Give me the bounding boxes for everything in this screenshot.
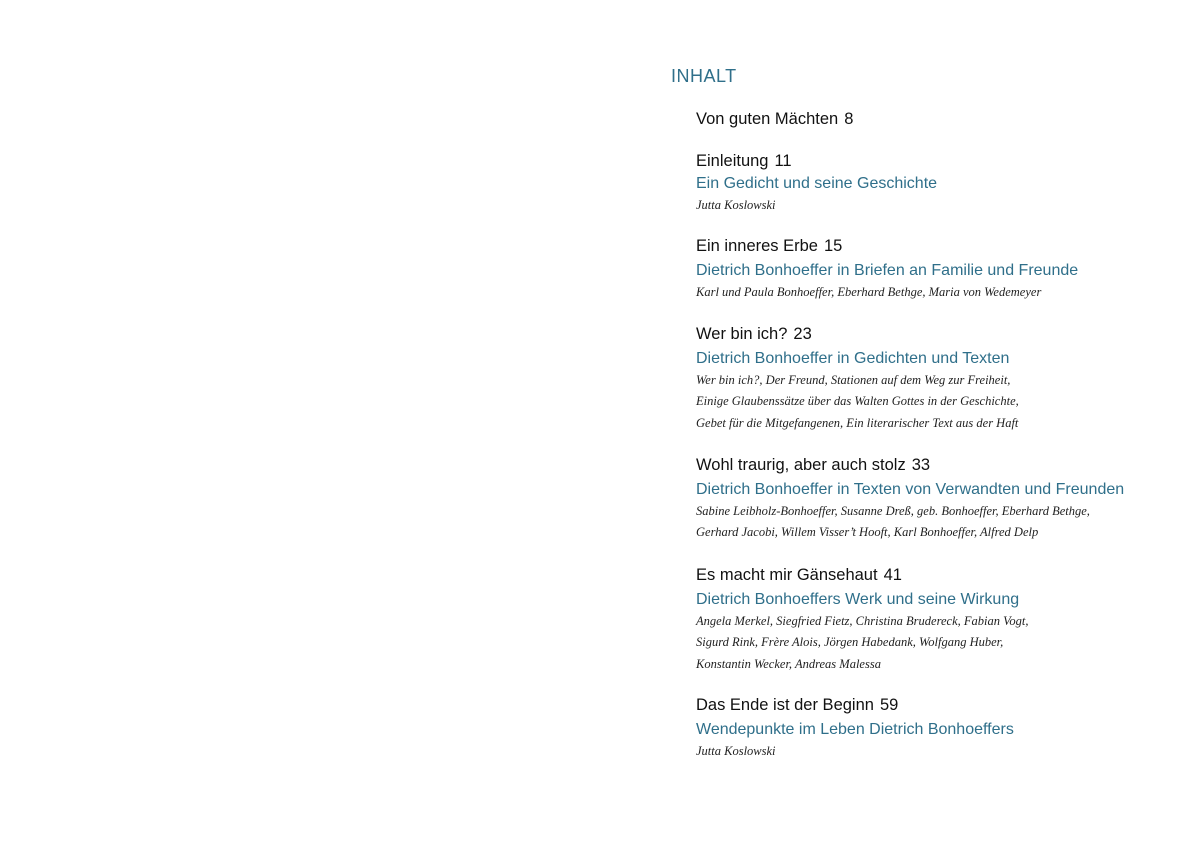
entry-page-number: 8	[844, 110, 854, 128]
entry-title	[696, 565, 1191, 586]
entry-authors-line: Gerhard Jacobi, Willem Visser’t Hooft, Karl Bonhoeffer, Alfred Delp	[696, 525, 1039, 540]
entry-authors-line: Wer bin ich?, Der Freund, Stationen auf dem Weg zur Freiheit,	[696, 373, 1011, 387]
toc-entry	[696, 236, 1191, 303]
entry-subtitle: Dietrich Bonhoeffer in Briefen an Familie und Freunde	[696, 262, 1079, 279]
entry-title-text: Wer bin ich?	[696, 325, 788, 343]
entry-authors-line: Angela Merkel, Siegfried Fietz, Christina Brudereck, Fabian Vogt,	[696, 614, 1029, 628]
toc-entry	[696, 695, 1191, 762]
entry-title	[696, 695, 1191, 716]
entry-authors-line: Jutta Koslowski	[696, 744, 776, 758]
entry-authors-line: Konstantin Wecker, Andreas Malessa	[696, 656, 881, 671]
entry-subtitle: Dietrich Bonhoeffer in Texten von Verwandten und Freunden	[696, 481, 1125, 498]
entry-authors-line: Sigurd Rink, Frère Alois, Jörgen Habedank, Wolfgang Huber,	[696, 635, 1004, 650]
entry-title-text: Einleitung	[696, 152, 769, 170]
entry-authors-line: Gebet für die Mitgefangenen, Ein literarischer Text aus der Haft	[696, 415, 1019, 430]
entry-title-text: Von guten Mächten	[696, 110, 839, 128]
table-of-contents	[696, 0, 1191, 847]
entry-page-number: 15	[824, 237, 843, 255]
entry-authors-line: Einige Glaubenssätze über das Walten Gottes in der Geschichte,	[696, 394, 1019, 409]
entry-page-number: 11	[774, 152, 792, 170]
entry-title	[696, 324, 1191, 345]
entry-title	[696, 455, 1191, 476]
entry-authors-line: Sabine Leibholz-Bonhoeffer, Susanne Dreß, geb. Bonhoeffer, Eberhard Bethge,	[696, 504, 1090, 518]
entry-title-text: Ein inneres Erbe	[696, 237, 818, 255]
entry-title-text: Es macht mir Gänsehaut	[696, 566, 878, 584]
toc-entry	[696, 455, 1191, 544]
toc-entry	[696, 565, 1191, 675]
entry-subtitle: Wendepunkte im Leben Dietrich Bonhoeffers	[696, 721, 1014, 738]
entry-subtitle: Dietrich Bonhoeffer in Gedichten und Texten	[696, 350, 1010, 367]
entry-subtitle: Dietrich Bonhoeffers Werk und seine Wirkung	[696, 591, 1020, 608]
toc-entry	[696, 151, 1191, 216]
entry-title	[696, 236, 1191, 257]
toc-entry	[696, 324, 1191, 434]
entry-title-text: Das Ende ist der Beginn	[696, 696, 874, 714]
entry-page-number: 33	[911, 456, 931, 474]
entry-page-number: 41	[883, 566, 902, 584]
entry-title	[696, 151, 1191, 172]
entry-subtitle: Ein Gedicht und seine Geschichte	[696, 175, 938, 192]
entry-page-number: 59	[879, 696, 899, 714]
toc-heading: INHALT	[671, 66, 737, 86]
entry-page-number: 23	[793, 325, 812, 343]
entry-title	[696, 109, 1191, 130]
entry-authors-line: Karl und Paula Bonhoeffer, Eberhard Bethge, Maria von Wedemeyer	[696, 285, 1042, 299]
toc-entry	[696, 109, 1191, 130]
entry-authors-line: Jutta Koslowski	[696, 198, 776, 212]
entry-title-text: Wohl traurig, aber auch stolz	[696, 456, 906, 474]
